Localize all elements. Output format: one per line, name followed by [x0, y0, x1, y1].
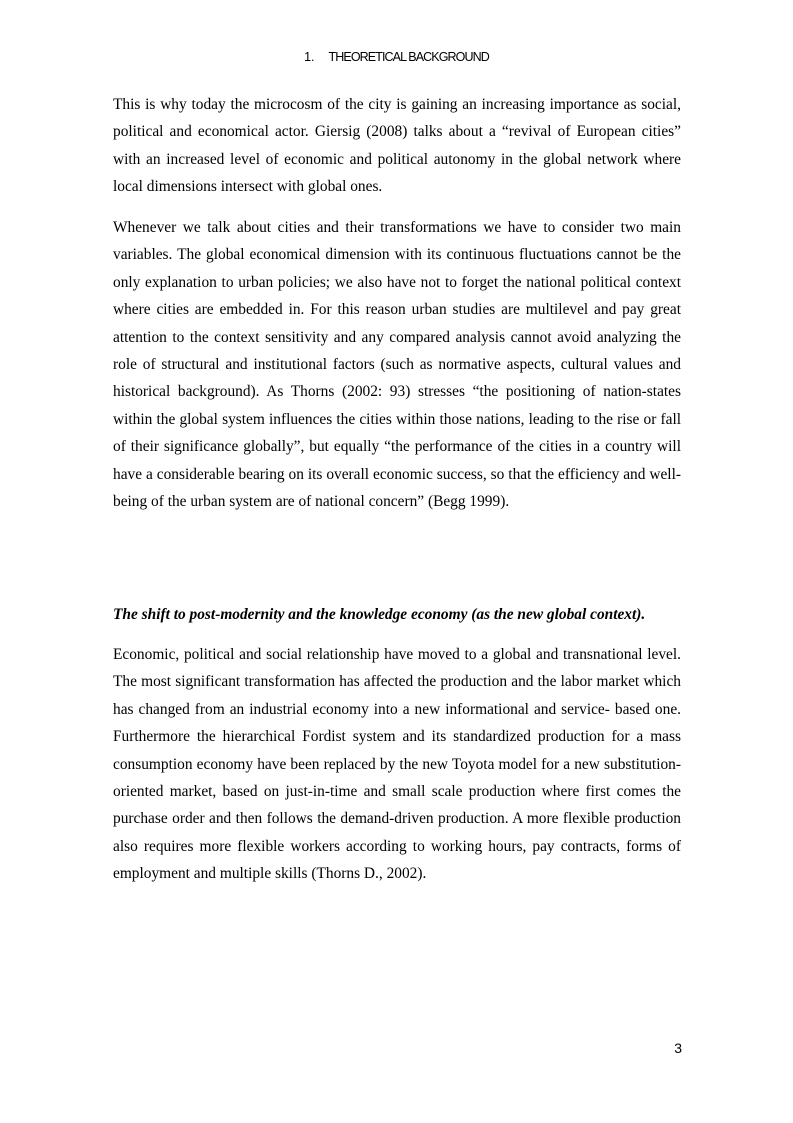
body-paragraph-3: Economic, political and social relationship have moved to a global and transnational level. The most significant transformation has affected the production and the labor market which has changed from an industrial economy into a new informational and service- based one. Furthermore the hierarchical Fordist system and its standardized production for a mass consumption economy have been replaced by the new Toyota model for a new substitution-oriented market, based on just-in-time and small scale production where first comes the purchase order and then follows the demand-driven production. A more flexible production also requires more flexible workers according to working hours, pay contracts, forms of employment and multiple skills (Thorns D., 2002). [113, 646, 681, 883]
body-paragraph-1: This is why today the microcosm of the city is gaining an increasing importance as social, political and economical actor. Giersig (2008) talks about a “revival of European cities” with an increased level of economic and political autonomy in the global network where local dimensions intersect with global ones. [113, 96, 681, 196]
running-header [0, 48, 793, 66]
section-heading: The shift to post-modernity and the knowledge economy (as the new global context). [113, 606, 646, 623]
chapter-number: 1. [304, 50, 315, 64]
page-number: 3 [674, 1040, 682, 1056]
body-paragraph-2: Whenever we talk about cities and their transformations we have to consider two main variables. The global economical dimension with its continuous fluctuations cannot be the only explanation to urban policies; we also have not to forget the national political context where cities are embedded in. For this reason urban studies are multilevel and pay great attention to the context sensitivity and any compared analysis cannot avoid analyzing the role of structural and institutional factors (such as normative aspects, cultural values and historical background). As Thorns (2002: 93) stresses “the positioning of nation-states within the global system influences the cities within those nations, leading to the rise or fall of their significance globally”, but equally “the performance of the cities in a country will have a considerable bearing on its overall economic success, so that the efficiency and well-being of the urban system are of national concern” (Begg 1999). [113, 219, 681, 511]
chapter-title: THEORETICAL BACKGROUND [328, 50, 489, 64]
